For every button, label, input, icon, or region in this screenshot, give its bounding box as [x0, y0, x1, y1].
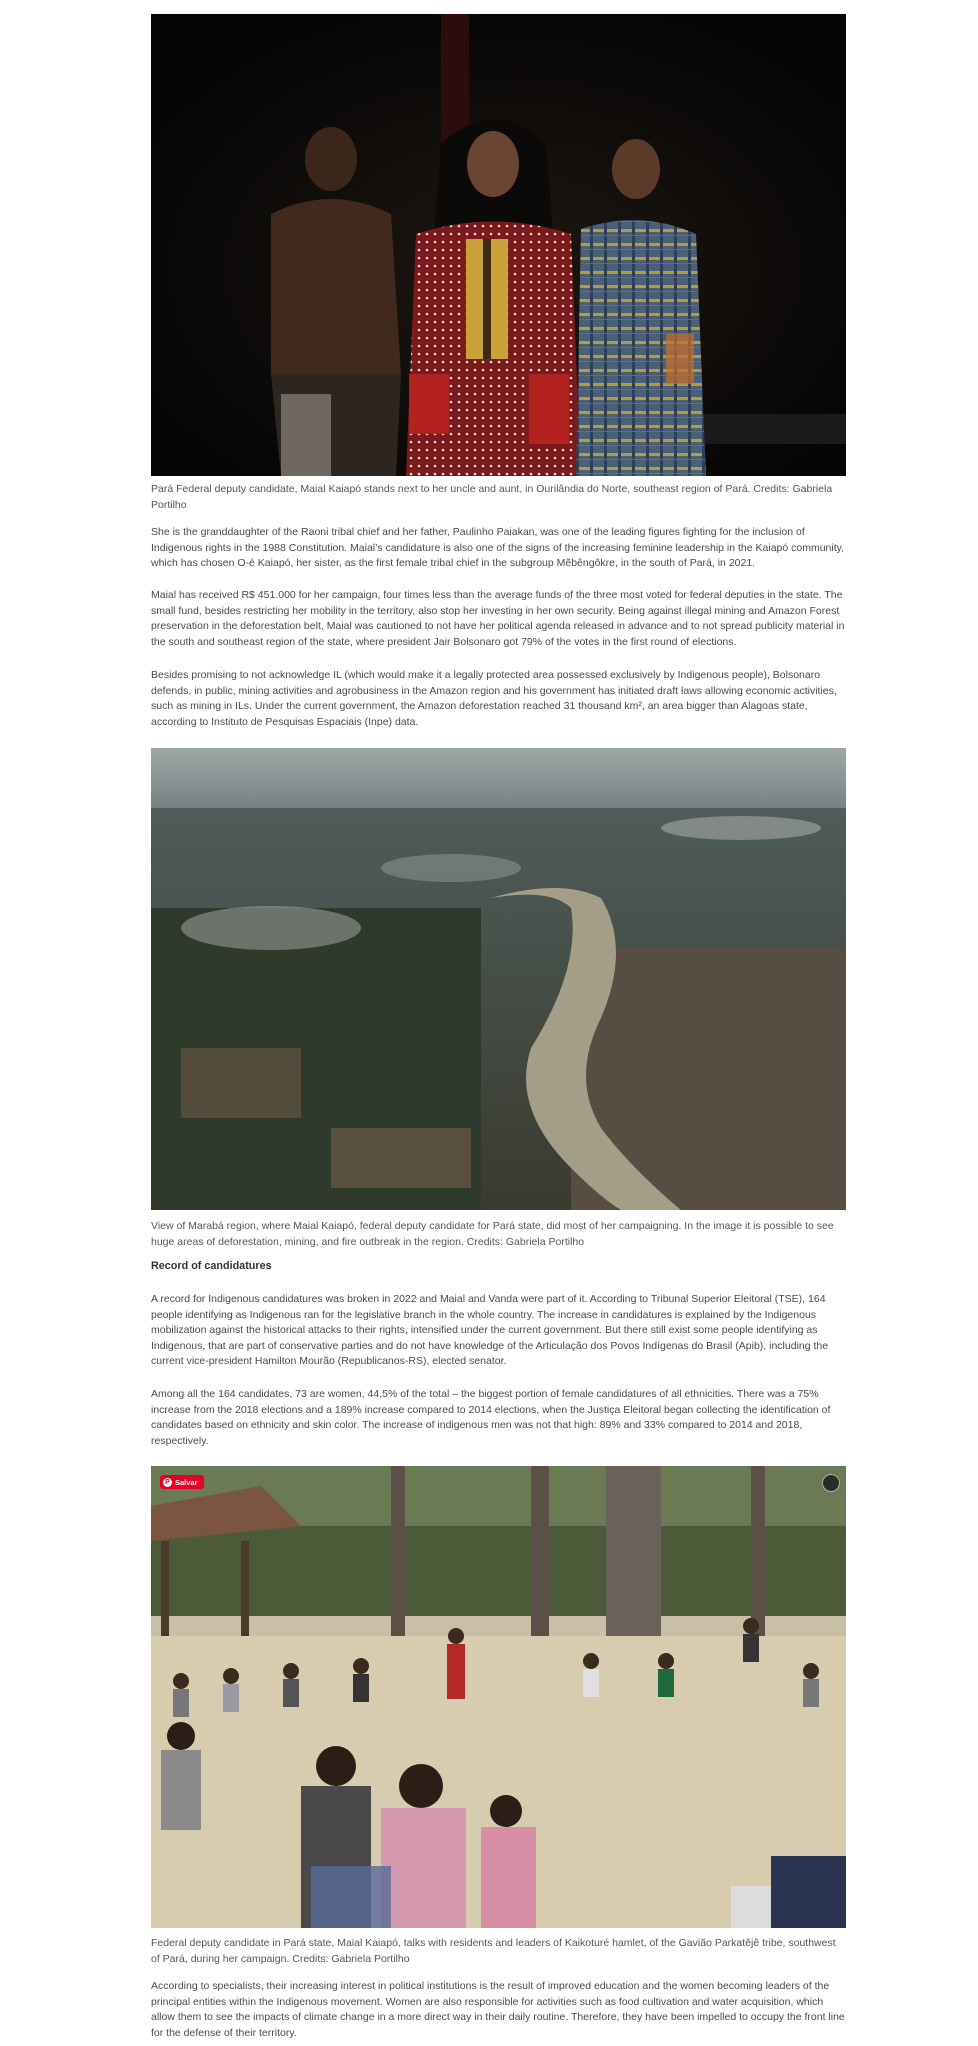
photo-caption: Federal deputy candidate in Pará state, Maial Kaiapó, talks with residents and leaders of Kaikoturé hamlet, of the Gavião Parkatêjê tribe, southwest of Pará, during her campaign. Credits: Gabriela Portilho	[151, 1937, 836, 1965]
paragraph: According to specialists, their increasing interest in political institutions is the result of improved education and the women becoming leaders of the principal entities within the Indigenous movement. Women are also responsible for activities such as food cultivation and water acquisition, which allow them to see the impacts of climate change in a more direct way in their daily routine. Therefore, they have been impelled to occupy the front line for the defense of their territory.	[151, 1980, 845, 2039]
photo-caption: View of Marabá region, where Maial Kaiapó, federal deputy candidate for Pará state, did most of her campaigning. In the image it is possible to see huge areas of deforestation, mining, and fire outbreak in the region. Credits: Gabriela Portilho	[151, 1220, 834, 1248]
paragraph: Among all the 164 candidates, 73 are women, 44,5% of the total – the biggest portion of female candidatures of all ethnicities. There was a 75% increase from the 2018 elections and a 189% increase compared to 2014 elections, when the Justiça Eleitoral began collecting the identification of candidates based on ethnicity and skin color. The increase of indigenous men was not that high: 89% and 33% compared to 2014 and 2018, respectively.	[151, 1388, 831, 1447]
paragraph: A record for Indigenous candidatures was broken in 2022 and Maial and Vanda were part of it. According to Tribunal Superior Eleitoral (TSE), 164 people identifying as Indigenous ran for the legislative branch in the whole country. The increase in candidatures is explained by the Indigenous mobilization against the historical attacks to their rights, intensified under the current government. But there still exist some people identifying as Indigenous, that are part of conservative parties and do not have knowledge of the Articulação dos Povos Indígenas do Brasil (Apib), including the current vice-president Hamilton Mourão (Republicanos-RS), elected senator.	[151, 1293, 829, 1367]
pinterest-icon: P	[163, 1478, 172, 1487]
photo-caption: Pará Federal deputy candidate, Maial Kaiapó stands next to her uncle and aunt, in Ourilândia do Norte, southeast region of Pará. Credits: Gabriela Portilho	[151, 483, 833, 511]
save-button[interactable]	[160, 1475, 204, 1489]
paragraph: Maial has received R$ 451.000 for her campaign, four times less than the average funds of the three most voted for federal deputies in the state. The small fund, besides restricting her mobility in the territory, also stop her investing in her own security. Being against illegal mining and Amazon Forest preservation in the deforestation belt, Maial was cautioned to not have her political agenda released in advance and to not spread publicity material in the south and southeast region of the state, where president Jair Bolsonaro got 79% of the votes in the first round of elections.	[151, 589, 845, 648]
save-label: Salvar	[175, 1477, 198, 1487]
aerial-photo-illustration	[151, 748, 846, 1210]
section-heading: Record of candidatures	[151, 1260, 272, 1272]
aerial-photo	[151, 748, 846, 1210]
visual-search-icon[interactable]	[822, 1474, 840, 1492]
paragraph: Besides promising to not acknowledge IL (which would make it a legally protected area possessed exclusively by Indigenous people), Bolsonaro defends, in public, mining activities and agrobusiness in the Amazon region and his government has initiated draft laws allowing economic activities, such as mining in ILs. Under the current government, the Amazon deforestation reached 31 thousand km², an area bigger than Alagoas state, according to Instituto de Pesquisas Espaciais (Inpe) data.	[151, 669, 837, 728]
campaign-photo-illustration	[151, 1466, 846, 1928]
portrait-photo-illustration	[151, 14, 846, 476]
paragraph: She is the granddaughter of the Raoni tribal chief and her father, Paulinho Paiakan, was one of the leading figures fighting for the inclusion of Indigenous rights in the 1988 Constitution. Maial’s candidature is also one of the signs of the increasing feminine leadership in the Kaiapó community, which has chosen O-é Kaiapó, her sister, as the first female tribal chief in the subgroup Mẽbêngôkre, in the south of Pará, in 2021.	[151, 526, 845, 569]
campaign-photo	[151, 1466, 846, 1928]
portrait-photo	[151, 14, 846, 476]
